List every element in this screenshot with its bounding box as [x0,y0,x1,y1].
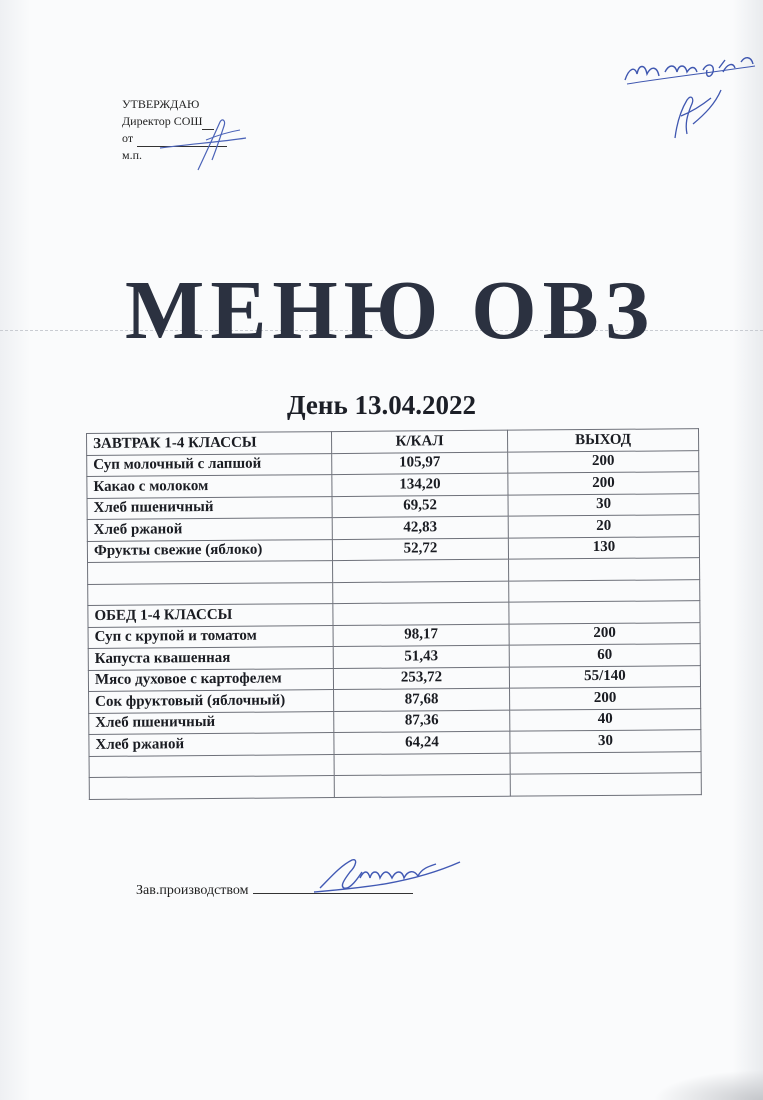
dish-kcal: 69,52 [332,495,508,518]
day-label: День 13.04.2022 [287,390,476,420]
dish-name: Хлеб ржаной [87,518,332,541]
dish-name: Суп молочный с лапшой [87,453,332,476]
dish-name: Суп с крупой и томатом [88,625,333,648]
dish-name: Хлеб пшеничный [89,711,334,734]
dish-kcal: 87,36 [334,710,510,733]
production-manager-signature [300,848,470,908]
dish-yield: 30 [508,493,699,516]
dish-name: Какао с молоком [87,475,332,498]
dish-kcal: 253,72 [333,667,509,690]
dish-name: Фрукты свежие (яблоко) [87,539,332,562]
dish-name: Хлеб пшеничный [87,496,332,519]
header-breakfast: ЗАВТРАК 1-4 КЛАССЫ [87,432,332,455]
approval-stamp-label: м.п. [122,148,143,162]
production-manager-label: Зав.производством [136,883,249,898]
dish-yield: 20 [508,515,699,538]
approval-heading: УТВЕРЖДАЮ [122,97,200,111]
dish-kcal: 134,20 [332,473,508,496]
dish-yield: 40 [510,708,701,731]
dish-name: Хлеб ржаной [89,733,334,756]
menu-table [86,428,701,799]
header-kcal: К/КАЛ [331,430,507,453]
dish-yield: 200 [508,450,699,473]
handwritten-note-signature [615,42,763,152]
dish-kcal: 42,83 [332,516,508,539]
dish-yield: 130 [508,536,699,559]
dish-kcal: 64,24 [334,731,510,754]
empty-row [89,773,701,799]
dish-kcal: 51,43 [333,645,509,668]
dish-yield: 30 [510,730,701,753]
dish-yield: 60 [509,644,700,667]
dish-yield: 200 [509,622,700,645]
dish-name: Сок фруктовый (яблочный) [89,690,334,713]
dish-name: Мясо духовое с картофелем [88,668,333,691]
dish-yield: 200 [510,687,701,710]
director-signature [150,100,250,180]
dish-kcal: 52,72 [332,538,508,561]
dish-kcal: 98,17 [333,624,509,647]
header-yield: ВЫХОД [507,429,698,452]
corner-smudge [653,1070,763,1100]
header-lunch: ОБЕД 1-4 КЛАССЫ [88,604,333,627]
dish-kcal: 105,97 [332,452,508,475]
approval-date-label: от [122,131,134,145]
dish-yield: 55/140 [509,665,700,688]
dish-kcal: 87,68 [334,688,510,711]
approval-director: Директор СОШ [122,114,203,128]
dish-name: Капуста квашенная [88,647,333,670]
dish-yield: 200 [508,472,699,495]
page-title: МЕНЮ ОВЗ [125,264,655,357]
